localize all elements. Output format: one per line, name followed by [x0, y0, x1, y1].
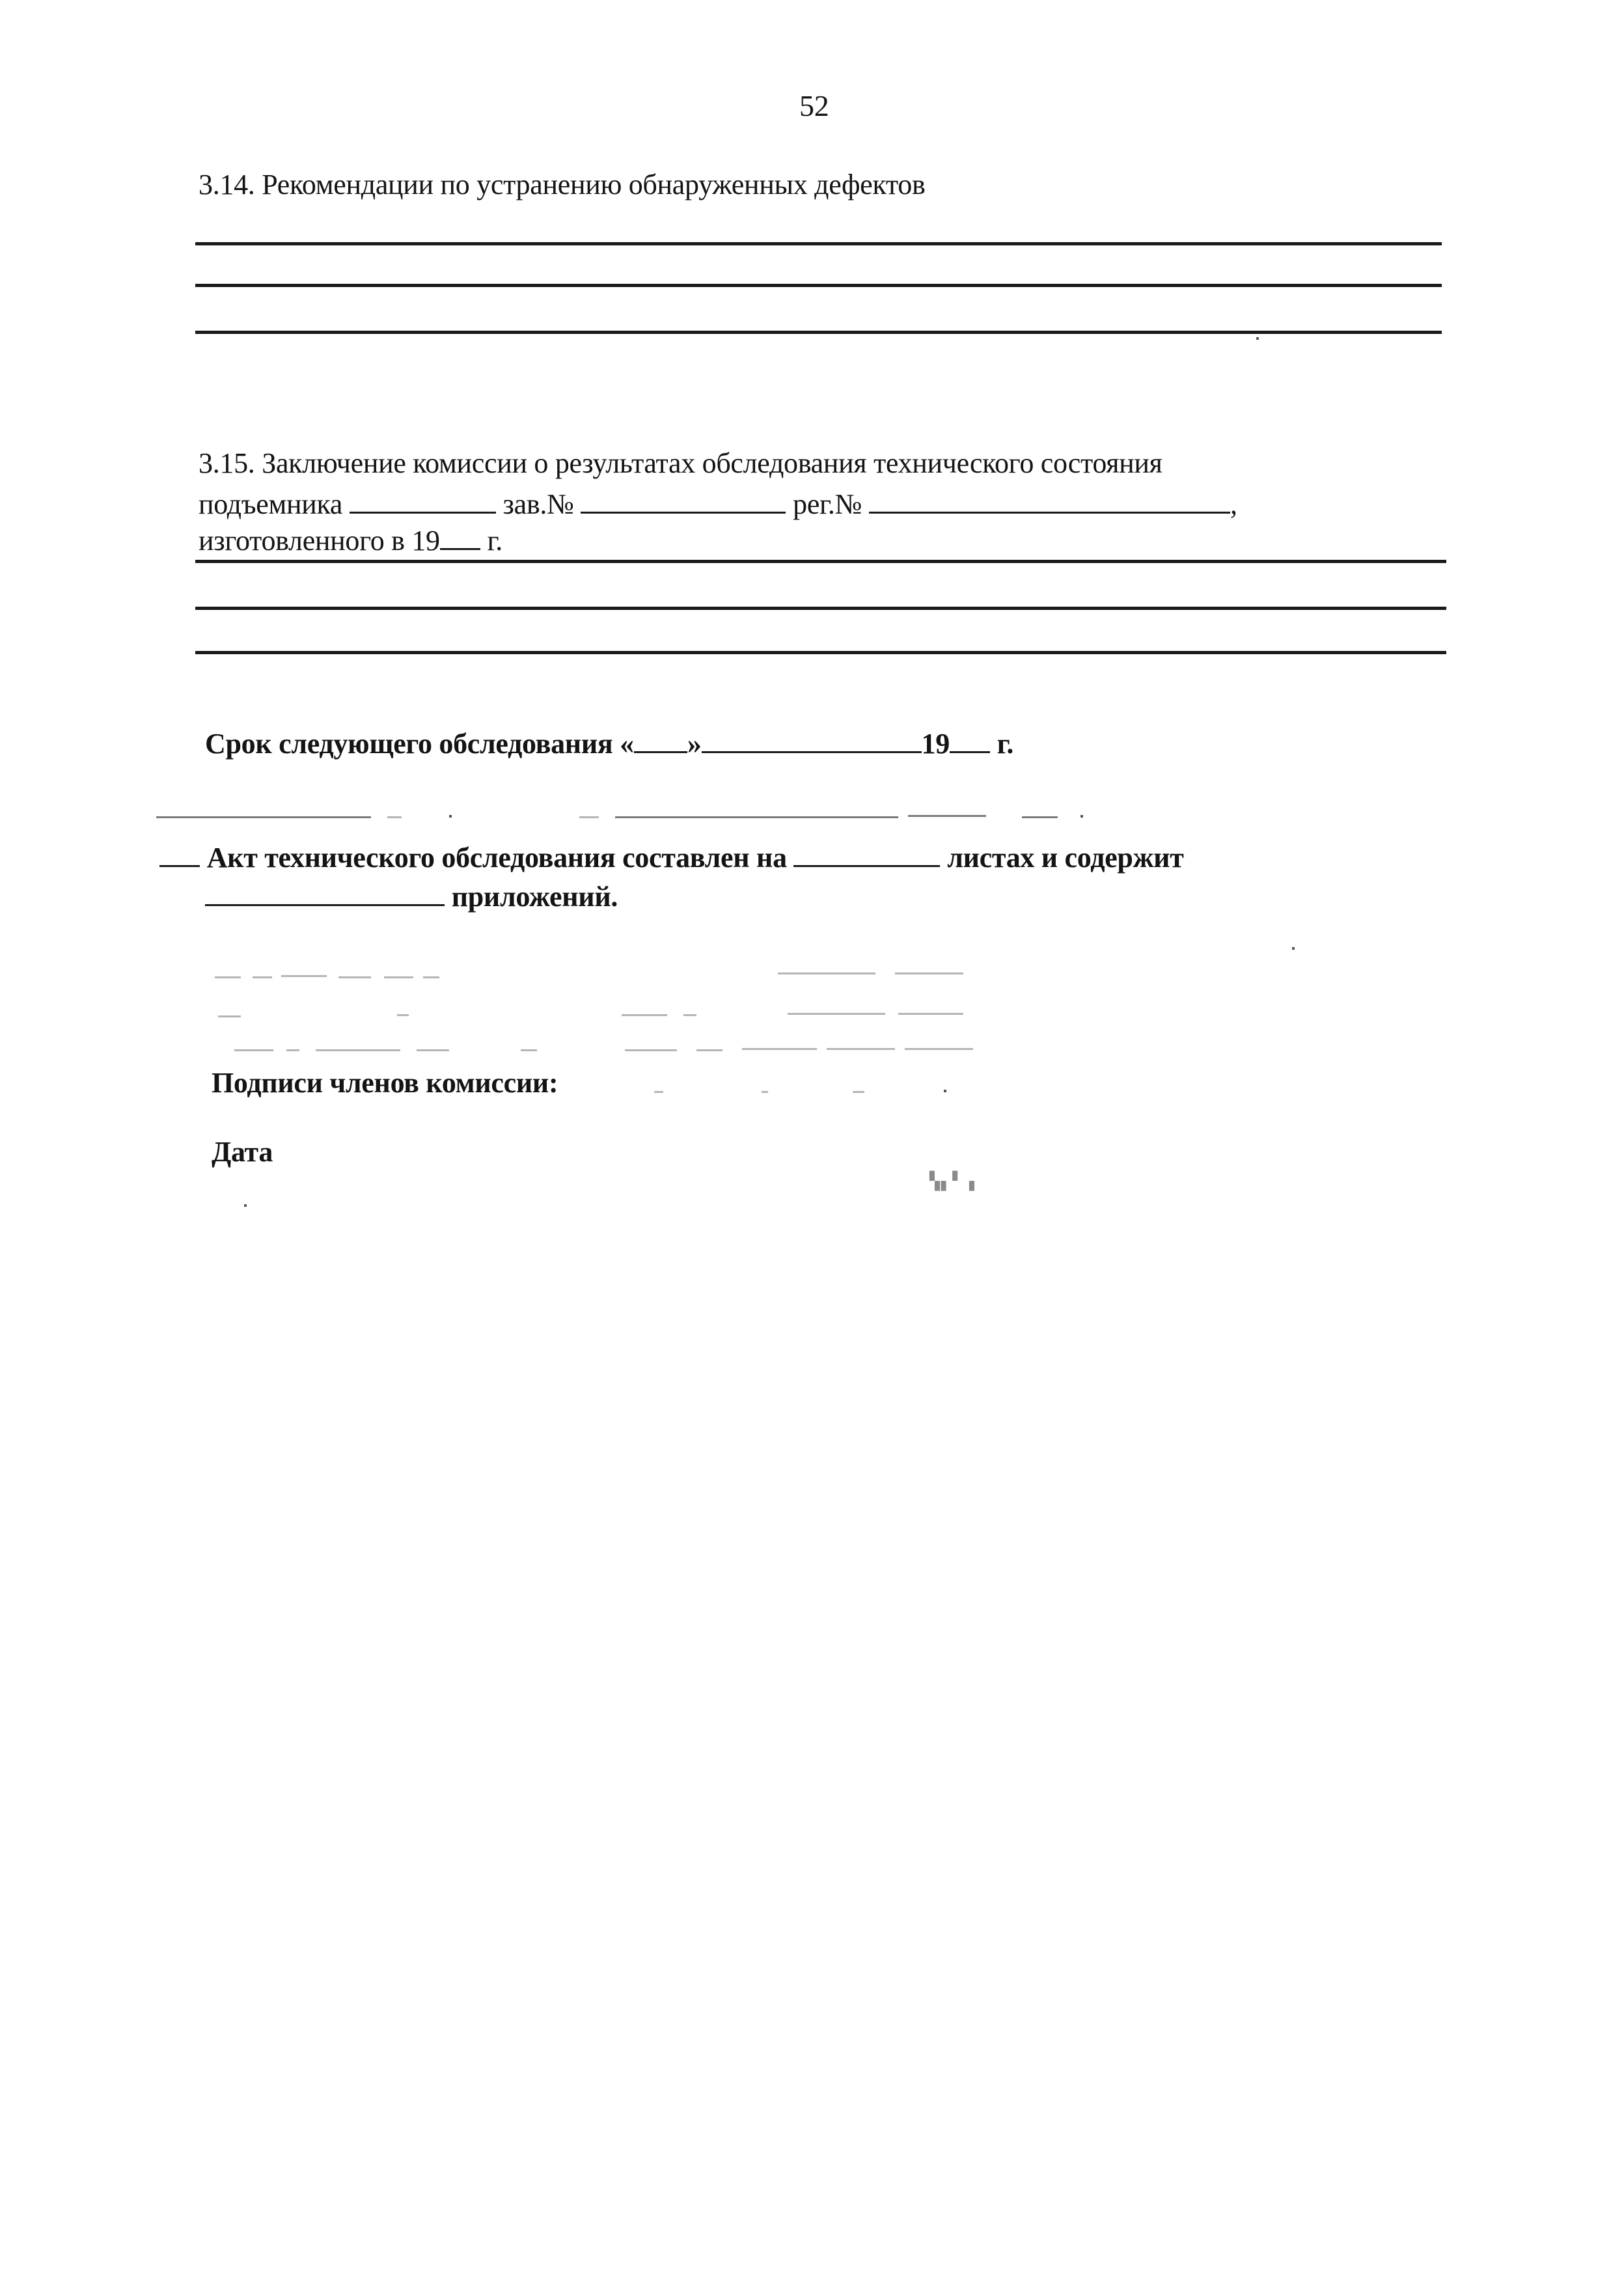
scan-artifact [615, 816, 898, 818]
scan-artifact [898, 1013, 963, 1015]
made-label: изготовленного в 19 [199, 525, 440, 557]
scan-artifact [788, 1013, 885, 1015]
serial-field[interactable] [581, 490, 786, 514]
act-prefix-field[interactable] [159, 843, 200, 867]
scan-artifact [895, 973, 963, 974]
scan-artifact [156, 816, 371, 818]
scan-artifact [286, 1049, 299, 1051]
next-inspection-label: Срок следующего обследования « [205, 728, 634, 760]
scan-artifact [1022, 816, 1058, 818]
year-field[interactable] [950, 729, 990, 753]
scan-artifact [622, 1014, 667, 1016]
scan-artifact [683, 1014, 696, 1016]
scan-artifact [387, 816, 402, 818]
scan-artifact [1080, 815, 1083, 818]
section-3-15-line2 [199, 490, 1237, 519]
sheets-field[interactable] [793, 843, 940, 867]
made-year-field[interactable] [440, 526, 480, 550]
scan-artifact [853, 1091, 864, 1093]
page-number: 52 [799, 89, 829, 122]
section-3-15-line1: 3.15. Заключение комиссии о результатах обследования технического состояния [199, 447, 1163, 479]
scan-artifact [696, 1049, 723, 1051]
scan-artifact [417, 1049, 449, 1051]
lift-label: подъемника [199, 488, 343, 520]
reg-label: рег.№ [793, 488, 862, 520]
close-quote: » [687, 728, 702, 760]
stamp-mark: ▚▖▘▗ [929, 1172, 976, 1191]
scan-artifact [244, 1204, 247, 1207]
made-year-suffix: г. [487, 525, 502, 557]
section-3-14-heading: 3.14. Рекомендации по устранению обнаруженных дефектов [199, 169, 926, 200]
scan-artifact [423, 976, 439, 978]
answer-line[interactable] [195, 284, 1442, 287]
answer-line[interactable] [195, 560, 1446, 563]
scan-artifact [579, 816, 599, 818]
scan-artifact [338, 976, 371, 978]
scan-artifact [316, 1049, 400, 1051]
scan-artifact [234, 1049, 273, 1051]
answer-line[interactable] [195, 651, 1446, 654]
attachments-field[interactable] [205, 882, 445, 906]
scan-artifact [281, 975, 327, 977]
year-suffix: г. [997, 728, 1014, 760]
section-3-15-line3 [199, 526, 502, 555]
scan-artifact [944, 1090, 946, 1092]
scan-artifact [218, 1015, 241, 1017]
scan-artifact [827, 1048, 895, 1050]
scan-artifact [397, 1014, 409, 1016]
scan-artifact [215, 976, 241, 978]
reg-field[interactable] [869, 490, 1230, 514]
scan-artifact [908, 815, 986, 817]
act-line1 [159, 843, 1184, 872]
act-suffix: листах и содержит [947, 842, 1184, 874]
scan-artifact [449, 815, 452, 818]
scan-artifact [1292, 947, 1295, 950]
scan-artifact [253, 976, 272, 978]
comma: , [1230, 488, 1237, 520]
day-field[interactable] [634, 729, 687, 753]
scan-artifact [778, 973, 875, 974]
answer-line[interactable] [195, 242, 1442, 245]
scan-artifact [742, 1048, 817, 1050]
speck [1256, 337, 1259, 340]
scan-artifact [654, 1091, 663, 1093]
scan-artifact [521, 1049, 537, 1051]
scan-artifact [625, 1049, 677, 1051]
lift-field[interactable] [350, 490, 496, 514]
month-field[interactable] [702, 729, 922, 753]
serial-label: зав.№ [502, 488, 574, 520]
act-line2 [205, 882, 618, 911]
date-label: Дата [212, 1136, 273, 1168]
answer-line[interactable] [195, 331, 1442, 334]
year-prefix: 19 [921, 728, 950, 760]
next-inspection-line [205, 729, 1013, 758]
scan-artifact [762, 1091, 768, 1093]
act-line2-suffix: приложений. [451, 881, 618, 913]
answer-line[interactable] [195, 607, 1446, 610]
signatures-label: Подписи членов комиссии: [212, 1067, 558, 1099]
scan-artifact [384, 976, 413, 978]
act-prefix: Акт технического обследования составлен на [206, 842, 787, 874]
scan-artifact [905, 1048, 973, 1050]
